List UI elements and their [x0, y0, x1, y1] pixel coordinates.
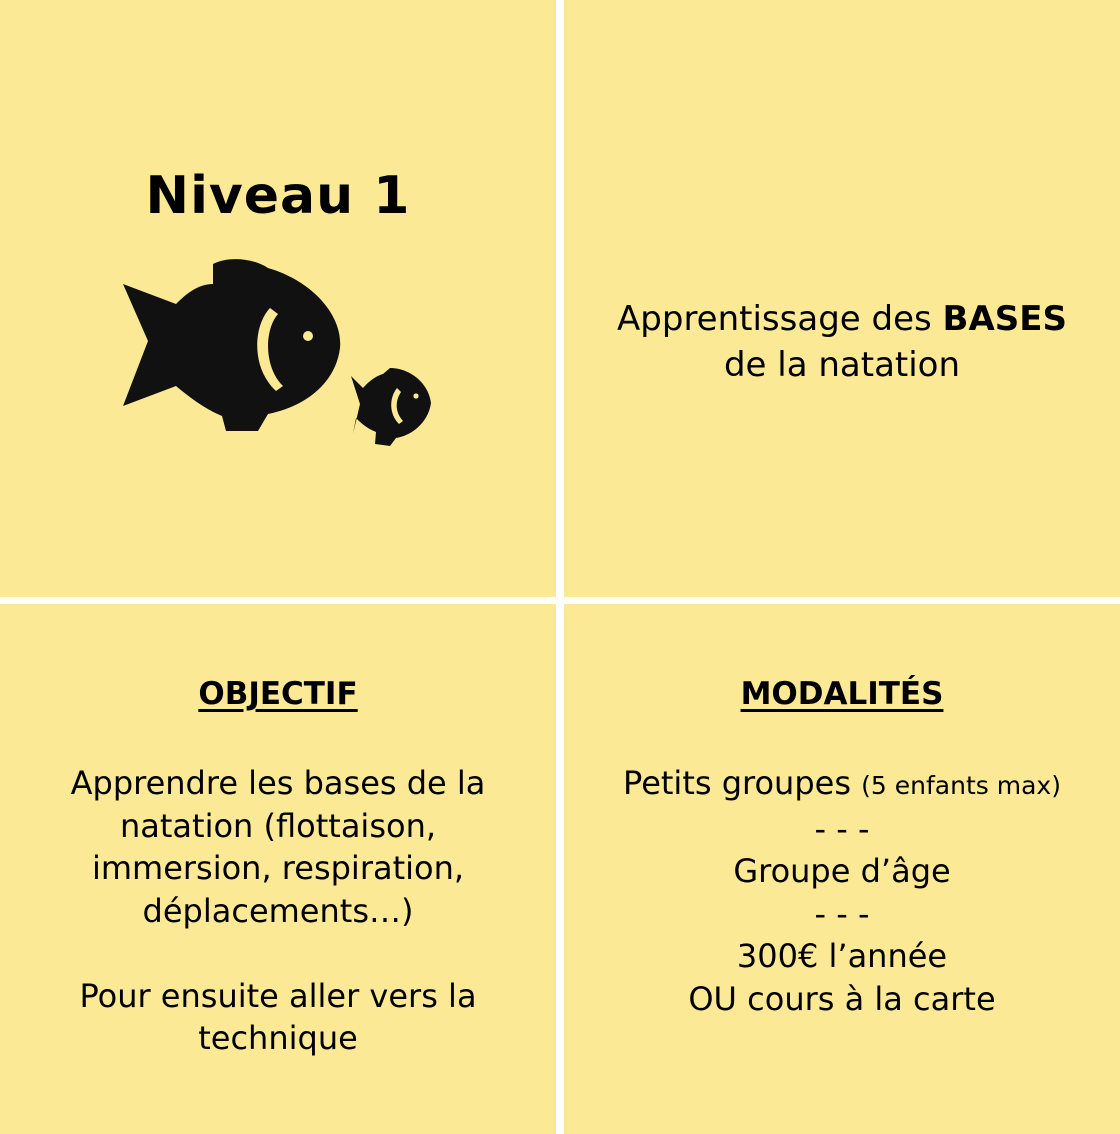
age-group-line: Groupe d’âge	[733, 852, 951, 890]
summary-text	[564, 296, 1120, 388]
fish-eye	[303, 331, 313, 341]
big-fish-icon	[123, 259, 340, 431]
objective-heading: OBJECTIF	[198, 676, 358, 712]
objective-line: déplacements…)	[142, 891, 414, 930]
modalities-heading: MODALITÉS	[740, 676, 944, 712]
summary-line1-prefix: Apprentissage des	[617, 299, 943, 339]
separator: - - -	[814, 809, 870, 848]
objective-line: Apprendre les bases de la	[70, 764, 486, 802]
groups-note: (5 enfants max)	[861, 771, 1061, 800]
groups-label: Petits groupes	[623, 764, 851, 802]
separator: - - -	[814, 894, 870, 933]
objective-line	[0, 932, 556, 975]
alternative-line: OU cours à la carte	[688, 979, 996, 1018]
price-line: 300€ l’année	[736, 937, 948, 975]
summary-line1-bold: BASES	[942, 299, 1067, 339]
groups-line	[564, 762, 1120, 808]
level-title: Niveau 1	[145, 166, 411, 226]
modalities-list	[564, 762, 1120, 1020]
objective-line: natation (flottaison,	[119, 806, 437, 845]
level-panel	[0, 0, 556, 597]
summary-panel	[564, 0, 1120, 597]
objective-line: Pour ensuite aller vers la	[79, 976, 477, 1015]
objective-line: technique	[198, 1019, 358, 1057]
two-fish-icon	[118, 256, 458, 451]
objective-text	[0, 762, 556, 1060]
summary-line2: de la natation	[723, 345, 961, 385]
objective-line: immersion, respiration,	[91, 849, 465, 887]
